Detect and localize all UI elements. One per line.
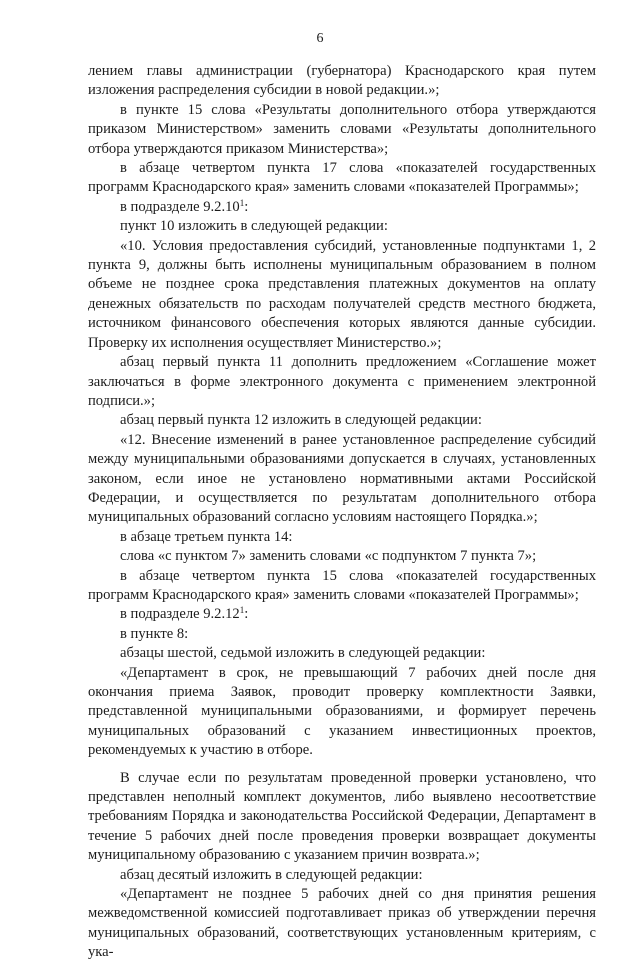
paragraph-tail: : [244,198,249,215]
paragraph-text: «Департамент не позднее 5 рабочих дней со дня принятия решения межведомственной комиссией подготавливает приказ об утверждении перечня муниципальных образований, соответствующих установленным критериям, с ука- [88,886,596,961]
paragraph-text: в абзаце четвертом пункта 15 слова «показателей государственных программ Краснодарского края» заменить словами «показателей Программы»; [88,567,596,603]
paragraph [88,431,596,528]
paragraph-text: абзацы шестой, седьмой изложить в следующей редакции: [120,645,486,662]
paragraph-text: лением главы администрации (губернатора) Краснодарского края путем изложения распределения субсидии в новой редакции.»; [88,63,596,99]
paragraph [88,547,596,566]
paragraph [88,625,596,644]
paragraph-text: «12. Внесение изменений в ранее установленное распределение субсидий между муниципальными образованиями допускается в случаях, установленных законом, если иное не установлено нормативными актами Российской Федерации, и осуществляется по результатам дополнительного отбора муниципальных образований согласно условиям настоящего Порядка.»; [88,431,596,526]
paragraph-text: в подразделе 9.2.12 [120,606,240,623]
superscript-index: 1 [239,605,245,616]
paragraph [88,885,596,963]
paragraph [88,664,596,761]
superscript-index: 1 [239,197,245,208]
paragraph-text: в подразделе 9.2.10 [120,198,240,215]
paragraph [88,237,596,353]
paragraph [88,198,596,217]
paragraph-text: в абзаце четвертом пункта 17 слова «показателей государственных программ Краснодарского края» заменить словами «показателей Программы»; [88,160,596,196]
paragraph [88,159,596,198]
page-number: 6 [316,31,324,46]
paragraph-text: пункт 10 изложить в следующей редакции: [120,218,388,235]
paragraph-text: «10. Условия предоставления субсидий, установленные подпунктами 1, 2 пункта 9, должны быть исполнены муниципальным образованием в полном объеме не позднее срока представления платежных документов на оплату денежных обязательств по расходам получателей средств местного бюджета, источником финансового обеспечения которых являются данные субсидии. Проверку их исполнения осуществляет Министерство.»; [88,237,596,351]
paragraph [88,353,596,411]
paragraph-text: в пункте 8: [120,625,189,642]
paragraph-text: «Департамент в срок, не превышающий 7 рабочих дней после дня окончания приема Заявок, проводит проверку комплектности Заявки, представленной муниципальными образованиями, и формирует перечень муниципальных образований с указанием инвестиционных проектов, рекомендуемых к участию в отборе. [88,664,596,759]
paragraph-text: в пункте 15 слова «Результаты дополнительного отбора утверждаются приказом Министерством» заменить словами «Результаты дополнительного отбора утверждаются приказом Министерства»; [88,101,596,157]
paragraph [88,528,596,547]
paragraph [88,567,596,606]
paragraph-text: абзац десятый изложить в следующей редакции: [120,866,423,883]
paragraph [88,866,596,885]
paragraph-text: слова «с пунктом 7» заменить словами «с подпунктом 7 пункта 7»; [120,548,537,565]
paragraph [88,62,596,101]
paragraph-text: в абзаце третьем пункта 14: [120,528,293,545]
paragraph [88,769,596,866]
document-body [88,62,596,963]
paragraph-text: абзац первый пункта 12 изложить в следующей редакции: [120,412,482,429]
paragraph [88,101,596,159]
paragraph [88,411,596,430]
paragraph-text: абзац первый пункта 11 дополнить предложением «Соглашение может заключаться в форме электронного документа с применением электронной подписи.»; [88,354,596,409]
paragraph-tail: : [244,606,249,623]
paragraph [88,644,596,663]
paragraph [88,217,596,236]
paragraph [88,605,596,624]
paragraph-text: В случае если по результатам проведенной проверки установлено, что представлен неполный комплект документов, либо выявлено несоответствие требованиям Порядка и законодательства Российской Федерации, Департамент в течение 5 рабочих дней после проведения проверки возвращает документы муниципальному образованию с указанием причин возврата.»; [88,769,596,864]
